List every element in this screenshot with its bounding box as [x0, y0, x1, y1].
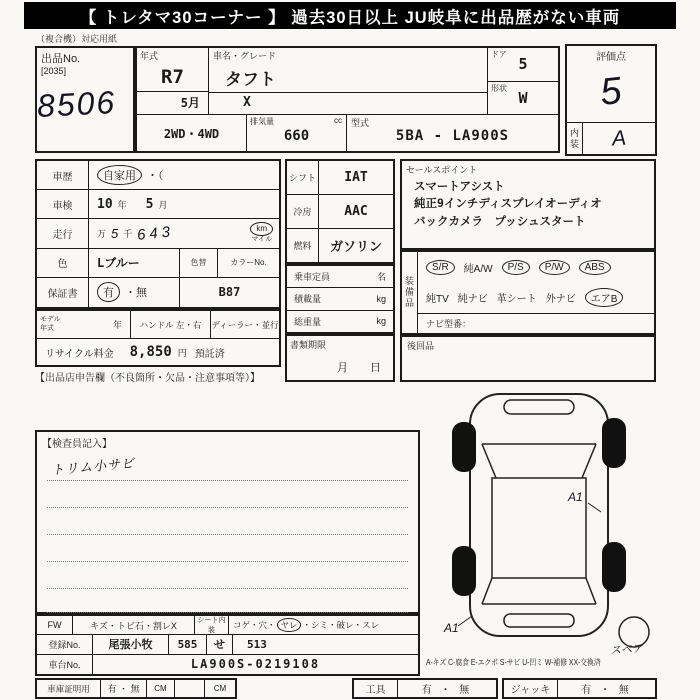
equipment-row-1 [418, 252, 654, 283]
equipment-option-abs: ABS [579, 260, 611, 275]
exhibit-number-box [35, 46, 135, 153]
sales-points-lines [402, 176, 654, 230]
shift-row [287, 161, 393, 195]
model-code-label: 型式 [351, 118, 370, 128]
dealer-cell: ディーラー・並行 [211, 319, 279, 330]
vehicle-name: タフト [225, 70, 276, 90]
recycle-row [37, 339, 279, 365]
later-items-label: 後回品 [407, 341, 435, 351]
mileage-unit-stack [250, 222, 273, 244]
jack-box [502, 678, 657, 699]
warranty-label: 保証書 [37, 278, 89, 307]
inspection-year-unit: 年 [117, 199, 127, 210]
wheel-rear-right [602, 542, 626, 592]
seat-post: ・シミ・破レ・スレ [302, 620, 379, 631]
document-deadline-box [285, 334, 395, 382]
ac-row [287, 195, 393, 229]
door-value: 5 [518, 55, 528, 74]
sales-points-box [400, 159, 656, 250]
mileage-thousand: 5 [111, 225, 119, 241]
history-row [37, 161, 279, 190]
door-label: ドア [491, 50, 507, 59]
passengers-row [287, 266, 393, 288]
registration-label: 登録No. [37, 635, 93, 653]
name-grade-label: 車名・グレード [213, 51, 277, 61]
fw-row [37, 616, 418, 635]
load-row [287, 288, 393, 310]
door-half [488, 48, 558, 81]
annotation-arrow-left [458, 616, 472, 626]
garage-cm-2: CM [213, 684, 227, 693]
equipment-grid [418, 252, 654, 333]
header-banner [24, 2, 676, 29]
displacement-unit: cc [334, 116, 342, 125]
equipment-option-sr: S/R [426, 260, 455, 275]
weight-label: 総重量 [294, 316, 322, 327]
shift-value: IAT [344, 170, 368, 185]
capacity-box [285, 264, 395, 334]
note-line [47, 561, 408, 562]
sales-point-3: バックカメラ プッシュスタート [414, 213, 586, 228]
jack-label: ジャッキ [504, 680, 558, 697]
mileage-man-unit: 万 [97, 228, 107, 239]
seat-interior-label: シート内装 [195, 616, 229, 634]
sales-point-2: 純正9インチディスプレイオーディオ [414, 196, 602, 211]
wheel-front-left [452, 422, 476, 472]
equipment-label: 装備品 [402, 252, 418, 333]
inspection-month: 5 [145, 196, 154, 212]
exhibit-code: [2035] [41, 66, 67, 76]
recycle-status: 預託済 [194, 348, 225, 360]
damage-annotation-left: A1 [444, 621, 459, 635]
fuel-row [287, 229, 393, 262]
equipment-option-leather: 革シート [496, 294, 537, 306]
model-code-cell [347, 115, 558, 151]
color-no-label: カラーNo. [217, 249, 279, 277]
model-label: モデル [40, 316, 61, 324]
damage-code-legend: A-キズ C-腐食 E-エクボ S-サビ U-凹ミ W-補修 XX-交換済 [426, 658, 601, 667]
weight-unit: kg [376, 316, 386, 327]
model-year-unit: 年 [112, 320, 122, 330]
registration-number-1: 585 [169, 635, 207, 653]
mile-unit: マイル [251, 236, 273, 244]
sales-point-1: スマートアシスト [414, 179, 505, 193]
mechanical-box [285, 159, 395, 264]
seat-pre: コゲ・穴・ [233, 620, 276, 631]
name-grade-cell [209, 48, 488, 114]
tools-label: 工具 [354, 680, 398, 697]
exhibit-number-label: 出品No. [41, 53, 81, 65]
navi-model-label: ナビ型番： [418, 313, 654, 333]
grade-score-box [565, 44, 657, 156]
fw-value: キズ・トビ石・割レX [73, 616, 195, 634]
sales-points-label: セールスポイント [406, 165, 478, 175]
fuel-label: 燃料 [287, 229, 319, 262]
equipment-row-2 [418, 283, 654, 314]
damage-annotation-right: A1 [568, 490, 583, 504]
document-deadline-value: 月 日 [337, 362, 381, 374]
tools-box [352, 678, 498, 699]
inspection-label: 車検 [37, 190, 89, 218]
ac-label: 冷房 [287, 195, 319, 228]
weight-row [287, 311, 393, 332]
equipment-option-navi: 純ナビ [457, 294, 488, 306]
wheel-rear-left [452, 546, 476, 596]
equipment-option-airbag: エアB [585, 288, 624, 307]
door-shape-cell [488, 48, 558, 114]
seat-interior-values [229, 616, 418, 634]
equipment-option-aw: 純A/W [463, 263, 493, 275]
mileage-row [37, 219, 279, 248]
drive-type: 2WD・4WD [137, 115, 247, 151]
equipment-option-ps: P/S [502, 260, 530, 275]
note-line [47, 612, 408, 613]
annotation-arrow-right [588, 503, 601, 512]
passengers-unit: 名 [376, 272, 386, 283]
chassis-value: LA900S-0219108 [190, 657, 321, 672]
seller-declaration-label: 【出品店申告欄（不良箇所・欠品・注意事項等）】 [35, 373, 260, 384]
tools-value: 有 ・ 無 [421, 685, 473, 696]
note-line [47, 588, 408, 589]
garage-certificate-label: 車庫証明用 [37, 680, 101, 697]
recycle-label: リサイクル料金 [45, 348, 114, 360]
year-cell [137, 48, 209, 114]
later-items-box [400, 335, 656, 382]
car-a-pillars [482, 444, 596, 478]
inspector-handwritten-note: トリム小サビ [50, 455, 136, 478]
car-damage-diagram [418, 386, 660, 654]
inspection-row [37, 190, 279, 219]
model-year-cell [37, 311, 131, 338]
interior-label: 内装 [567, 123, 583, 154]
history-suffix: ・（ [147, 170, 164, 183]
model-row [37, 311, 279, 339]
details-box [35, 159, 281, 309]
seat-circled-yare: ヤレ [277, 618, 302, 632]
banner-text: 【 トレタマ30コーナー 】 過去30日以上 JU岐阜に出品歴がない車両 [79, 8, 621, 27]
interior-value: A [611, 126, 627, 150]
inspection-month-unit: 月 [158, 199, 168, 210]
document-deadline-label: 書類期限 [290, 340, 327, 350]
garage-certificate-box [35, 678, 237, 699]
exhibit-number-value: 8506 [36, 83, 118, 125]
inspector-notes-label: 【検査員記入】 [42, 439, 112, 450]
km-unit: km [250, 222, 273, 236]
car-body-outline [470, 394, 608, 636]
garage-blank-cell [175, 680, 205, 697]
garage-cm-1: CM [147, 680, 175, 697]
displacement-label: 排気量 [250, 117, 274, 126]
history-label: 車歴 [37, 161, 89, 189]
fuel-value: ガソリン [329, 240, 382, 255]
equipment-option-tv: 純TV [426, 294, 449, 306]
jack-value: 有 ・ 無 [581, 685, 632, 696]
equipment-option-pw: P/W [539, 260, 570, 275]
vehicle-grade: X [209, 92, 487, 110]
vehicle-top-row [137, 48, 558, 114]
spare-tire-note: スペア [609, 642, 644, 658]
year-label: 年式 [140, 51, 159, 61]
garage-yes-no: 有 ・ 無 [101, 680, 147, 697]
note-line [47, 480, 408, 481]
car-rear-window [482, 578, 596, 604]
mileage-digits: 643 [136, 223, 176, 244]
inspection-year: 10 [97, 196, 113, 212]
displacement-cell [247, 115, 347, 151]
warranty-row [37, 278, 279, 307]
mileage-label: 走行 [37, 219, 89, 247]
warranty-yes: 有 [97, 282, 120, 302]
color-row [37, 249, 279, 278]
color-change-label: 色替 [179, 249, 217, 277]
chassis-row [37, 655, 418, 674]
vehicle-bottom-row [137, 114, 558, 151]
passengers-label: 乗車定員 [294, 272, 331, 283]
shape-value: W [518, 88, 528, 107]
wheel-front-right [602, 418, 626, 468]
inspector-notes-box [35, 430, 420, 614]
ac-value: AAC [344, 204, 368, 219]
year-value: R7 [161, 66, 184, 88]
warranty-no: ・無 [125, 287, 147, 300]
handle-cell: ハンドル 左・右 [131, 311, 211, 338]
car-rear-bumper [504, 614, 574, 627]
load-unit: kg [376, 293, 386, 304]
paper-note: （複合機）対応用紙 [36, 34, 118, 44]
load-label: 積載量 [294, 294, 322, 305]
note-line [47, 534, 408, 535]
fw-label: FW [37, 616, 73, 634]
chassis-label: 車台No. [37, 655, 93, 674]
year-month: 5月 [137, 91, 208, 111]
registration-row [37, 635, 418, 654]
car-front-grille [504, 400, 574, 414]
note-line [47, 507, 408, 508]
color-label: 色 [37, 249, 89, 277]
history-value: 自家用 [97, 165, 142, 185]
grade-score-value: 5 [598, 70, 624, 114]
model-year-sublabel: 年式 [40, 324, 54, 332]
shift-label: シフト [287, 161, 319, 194]
registration-kana: せ [207, 635, 233, 653]
model-code-value: 5BA - LA900S [395, 128, 510, 144]
equipment-box [400, 250, 656, 335]
vehicle-info-box [135, 46, 560, 153]
displacement-value: 660 [283, 128, 310, 144]
shape-half [488, 81, 558, 115]
shape-label: 形状 [491, 83, 507, 93]
registration-number-2: 513 [247, 637, 267, 651]
interior-grade-row [567, 122, 655, 154]
grade-score-label: 評価点 [596, 52, 626, 63]
registration-area: 尾張小牧 [93, 635, 169, 653]
bottom-table [35, 614, 420, 676]
color-value: Lブルー [97, 256, 140, 271]
mileage-sen-unit: 千 [123, 228, 133, 239]
model-recycle-box [35, 309, 281, 367]
color-no-value: B87 [179, 278, 279, 307]
model-year-label [40, 316, 61, 332]
recycle-unit: 円 [177, 347, 187, 358]
equipment-option-extnavi: 外ナビ [545, 294, 576, 306]
recycle-value: 8,850 [129, 344, 172, 360]
